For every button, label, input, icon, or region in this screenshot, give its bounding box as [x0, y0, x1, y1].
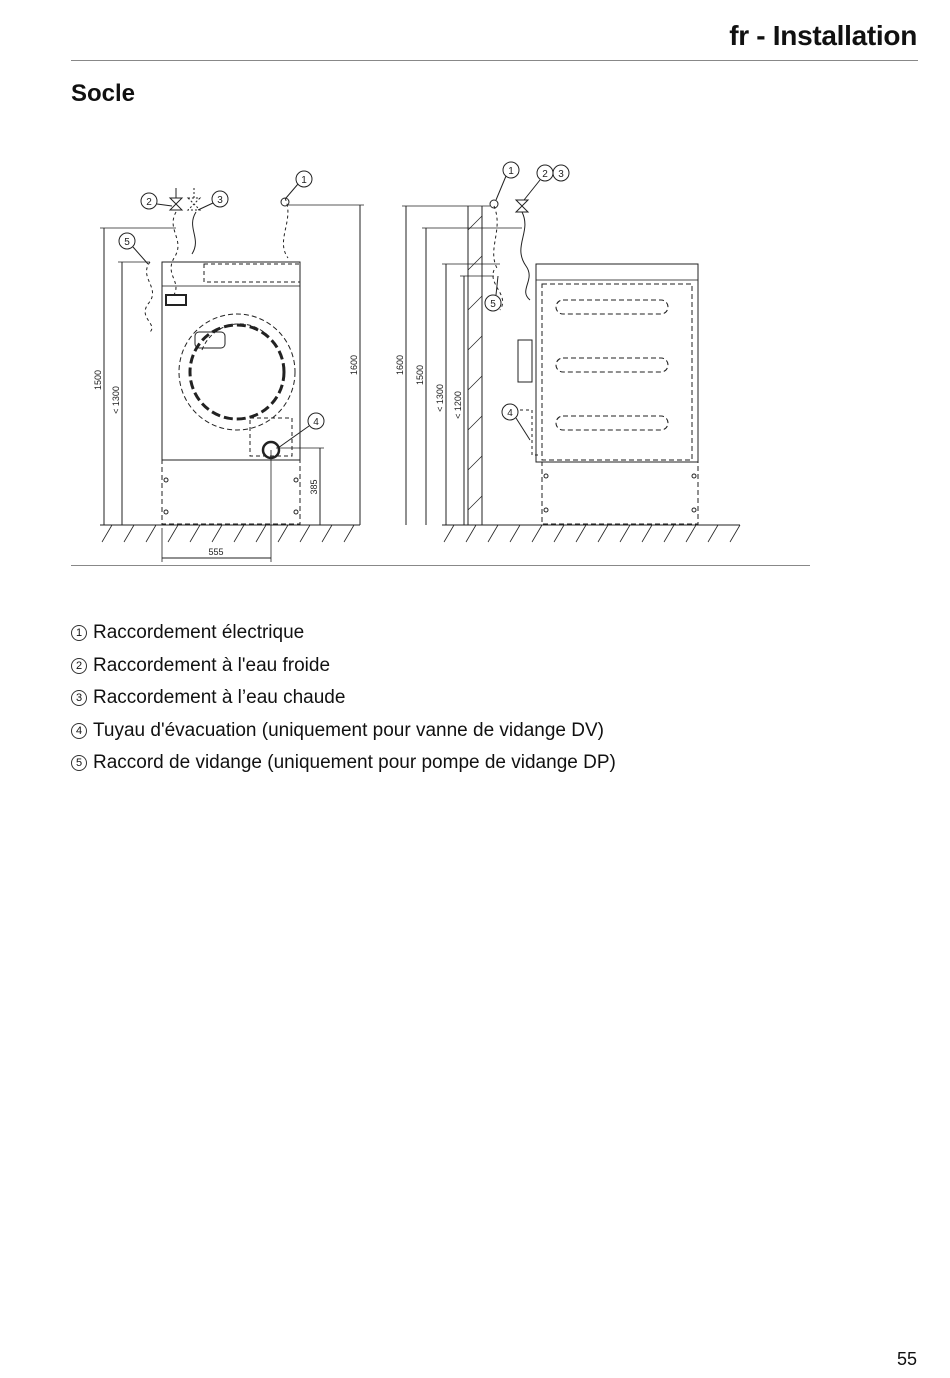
- legend-number: 2: [71, 658, 87, 674]
- legend-text: Raccordement électrique: [93, 622, 305, 644]
- page-number: 55: [896, 1349, 917, 1369]
- dim-lt1300-right: < 1300: [435, 384, 445, 412]
- callout-1-right: 1: [508, 166, 514, 177]
- dim-1500-right: 1500: [415, 364, 425, 386]
- dim-lt1200-right: < 1200: [453, 391, 463, 419]
- callout-4-right: 4: [507, 408, 513, 419]
- legend-item: [71, 617, 616, 650]
- dim-1500-left: 1500: [93, 369, 103, 391]
- callout-2-right: 2: [542, 169, 548, 180]
- legend-text: Raccordement à l'eau froide: [93, 654, 331, 676]
- header-rule: [71, 60, 918, 61]
- legend-text: Raccordement à l’eau chaude: [93, 687, 346, 709]
- legend-number: 5: [71, 755, 87, 771]
- callout-1-left: 1: [301, 175, 307, 186]
- dim-555: 555: [208, 547, 224, 557]
- header-title: fr - Installation: [729, 20, 917, 51]
- legend-text: Tuyau d'évacuation (uniquement pour vanne de vidange DV): [93, 719, 604, 741]
- callout-3-left: 3: [217, 195, 223, 206]
- left-view: [100, 171, 364, 562]
- dim-lt1300-left: < 1300: [111, 386, 121, 414]
- legend-number: 3: [71, 690, 87, 706]
- dim-1600-left: 1600: [349, 354, 359, 376]
- legend-number: 4: [71, 723, 87, 739]
- right-view: [402, 162, 740, 542]
- legend-item: [71, 747, 616, 780]
- legend-list: [71, 617, 616, 780]
- callout-2-left: 2: [146, 197, 152, 208]
- dim-1600-right: 1600: [395, 354, 405, 376]
- callout-3-right: 3: [558, 169, 564, 180]
- diagram-rule: [71, 565, 810, 566]
- callout-5-left: 5: [124, 237, 130, 248]
- legend-item: [71, 715, 616, 748]
- legend-item: [71, 682, 616, 715]
- dim-385: 385: [309, 479, 319, 495]
- callout-5-right: 5: [490, 299, 496, 310]
- installation-diagram: [90, 150, 750, 570]
- legend-item: [71, 650, 616, 683]
- callout-4-left: 4: [313, 417, 319, 428]
- legend-number: 1: [71, 625, 87, 641]
- section-title: Socle: [71, 80, 136, 107]
- legend-text: Raccord de vidange (uniquement pour pompe de vidange DP): [93, 752, 616, 774]
